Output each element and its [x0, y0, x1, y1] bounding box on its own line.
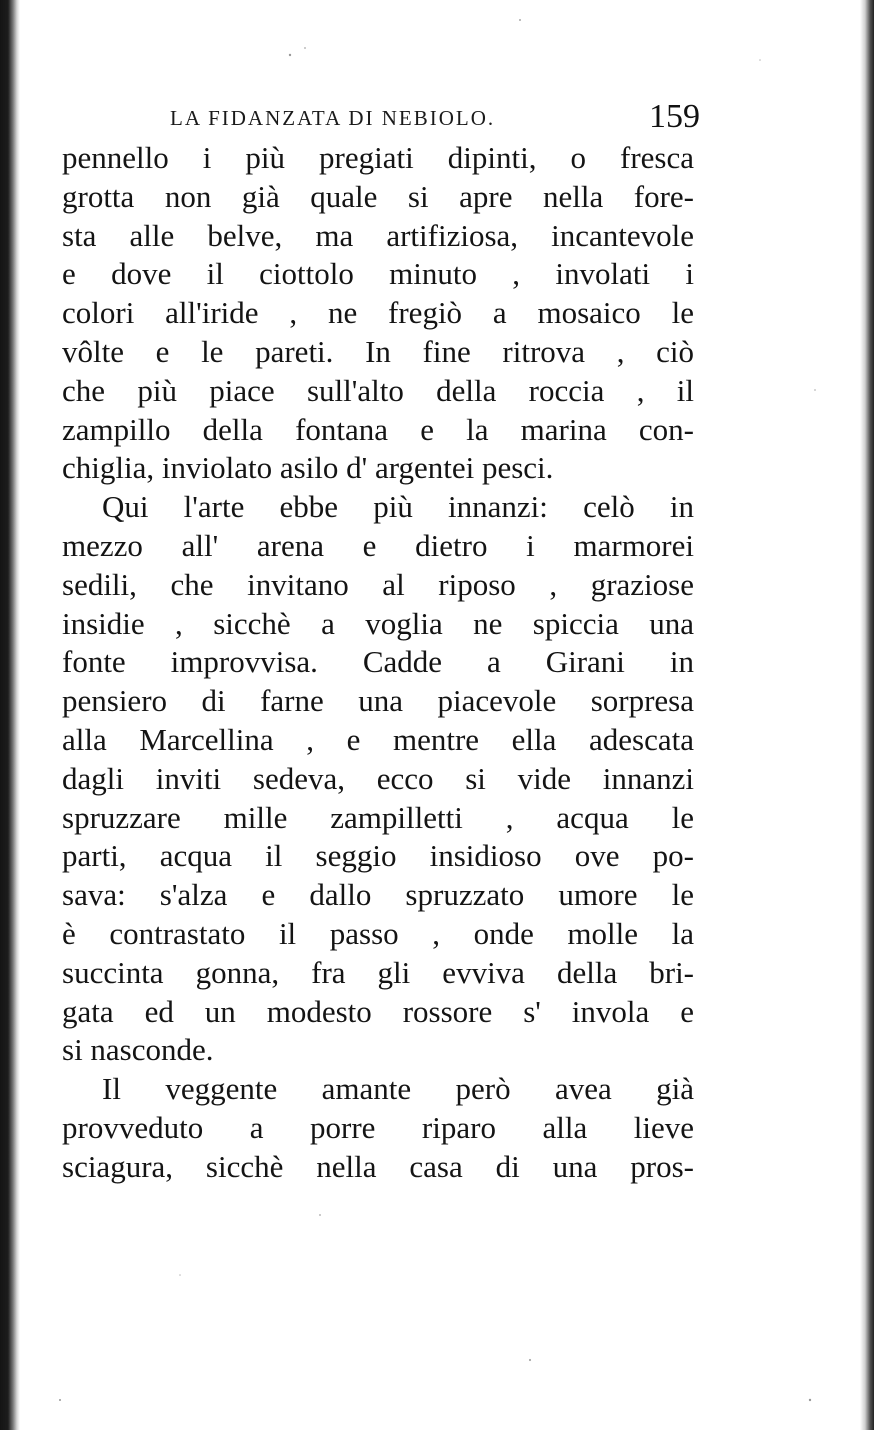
page-number: 159 [649, 98, 700, 135]
text-line: sciagura, sicchè nella casa di una pros- [62, 1148, 694, 1184]
binding-shadow [0, 0, 20, 1430]
text-line: sava: s'alza e dallo spruzzato umore le [62, 877, 694, 913]
text-line: chiglia, inviolato asilo d' argentei pesci. [62, 450, 554, 486]
text-line: è contrastato il passo , onde molle la [62, 915, 694, 951]
text-line: succinta gonna, fra gli evviva della bri- [62, 954, 694, 990]
text-line: sedili, che invitano al riposo , graziose [62, 566, 694, 602]
text-line: dagli inviti sedeva, ecco si vide innanzi [62, 760, 694, 796]
text-line: zampillo della fontana e la marina con- [62, 411, 694, 447]
text-line: vôlte e le pareti. In fine ritrova , ciò [62, 333, 694, 369]
text-line: gata ed un modesto rossore s' invola e [62, 993, 694, 1029]
body-text [62, 139, 694, 1187]
text-line: pensiero di farne una piacevole sorpresa [62, 683, 694, 719]
text-line: spruzzare mille zampilletti , acqua le [62, 799, 694, 835]
text-line: sta alle belve, ma artifiziosa, incantevole [62, 217, 694, 253]
text-line: pennello i più pregiati dipinti, o fresca [62, 140, 694, 175]
text-line: provveduto a porre riparo alla lieve [62, 1109, 694, 1145]
text-line: che più piace sull'alto della roccia , il [62, 372, 694, 408]
text-line: fonte improvvisa. Cadde a Girani in [62, 644, 694, 680]
text-line: Il veggente amante però avea già [102, 1071, 694, 1107]
text-line: parti, acqua il seggio insidioso ove po- [62, 838, 694, 874]
text-line: grotta non già quale si apre nella fore- [62, 178, 694, 214]
text-line: mezzo all' arena e dietro i marmorei [62, 527, 694, 563]
running-title: LA FIDANZATA DI NEBIOLO. [170, 106, 496, 130]
text-line: colori all'iride , ne fregiò a mosaico le [62, 295, 694, 331]
text-line: alla Marcellina , e mentre ella adescata [62, 721, 694, 757]
page-header [170, 98, 700, 138]
page-edge [860, 0, 874, 1430]
text-line: insidie , sicchè a voglia ne spiccia una [62, 605, 694, 641]
text-line: Qui l'arte ebbe più innanzi: celò in [102, 489, 694, 525]
text-line: e dove il ciottolo minuto , involati i [62, 256, 694, 292]
text-line: si nasconde. [62, 1032, 214, 1068]
